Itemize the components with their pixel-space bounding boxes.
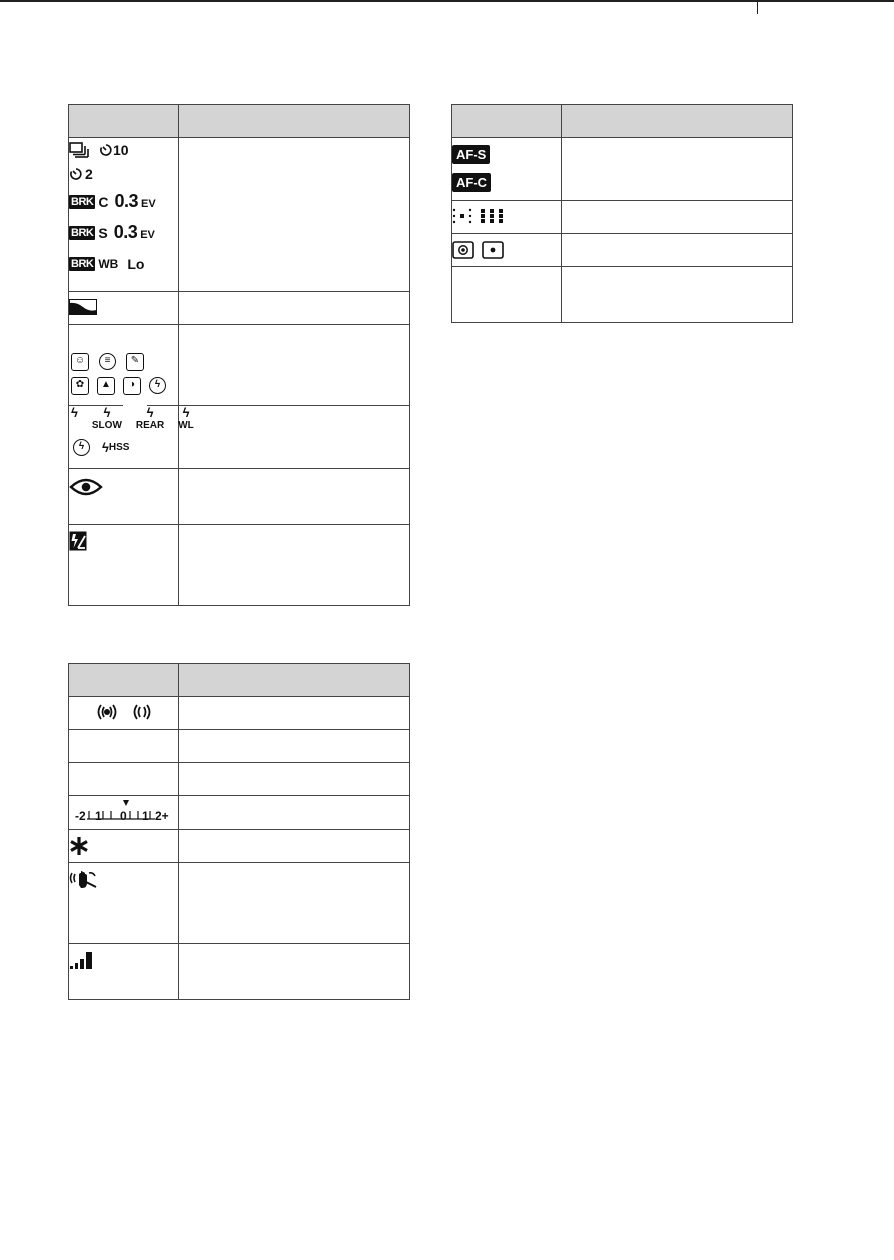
wide-af-area-icon — [480, 208, 504, 224]
bracket-continuous-icon: BRK C 0.3 EV — [71, 191, 156, 211]
exposure-scale-icon — [75, 798, 173, 824]
af-single-icon: AF-S — [452, 145, 490, 164]
timer-dial-icon — [99, 143, 113, 157]
flash-off-icon: ϟ — [149, 377, 166, 394]
self-timer-2-label: 2 — [85, 166, 93, 182]
macro-scene-icon: ✿ — [71, 377, 89, 395]
table-row — [69, 292, 410, 325]
top-rule — [0, 0, 894, 2]
table-row — [452, 138, 793, 201]
brk-badge: BRK — [71, 257, 94, 270]
table-row — [69, 796, 410, 830]
table-row — [69, 525, 410, 606]
svg-text:-2: -2 — [75, 809, 86, 823]
table-row — [452, 267, 793, 323]
table-row — [69, 406, 410, 469]
flash-off-icon: ϟ — [73, 439, 90, 456]
table-left-bottom — [68, 663, 410, 1000]
self-timer-10-icon — [99, 142, 129, 158]
portrait-scene-icon: ☺ — [71, 353, 89, 371]
svg-text:1: 1 — [142, 809, 149, 823]
flash-rear-icon: ϟ REAR — [135, 405, 165, 431]
svg-text:0: 0 — [120, 809, 127, 823]
landscape-scene-icon: ▲ — [97, 377, 115, 395]
focus-continuous-icon — [132, 703, 152, 721]
table-row — [69, 138, 410, 292]
table-row — [69, 697, 410, 730]
table-row — [69, 325, 410, 406]
flash-hss-icon: ϟ HSS — [102, 439, 130, 455]
sports-scene-icon: ≡ — [99, 353, 116, 370]
table-header — [452, 105, 793, 138]
continuous-shooting-icon — [69, 142, 89, 158]
multi-segment-metering-icon — [452, 241, 474, 259]
table-right-top — [451, 104, 793, 323]
table-row — [69, 863, 410, 944]
flash-wireless-icon: ϟ WL — [178, 405, 194, 431]
ae-lock-icon — [69, 836, 89, 856]
brk-badge: BRK — [71, 195, 94, 208]
table-row — [69, 944, 410, 1000]
flash-slow-icon: ϟ SLOW — [91, 405, 122, 431]
bracket-wb-icon: BRK WB Lo — [71, 255, 145, 272]
flash-charging-icon — [69, 531, 87, 551]
spot-af-area-icon — [452, 208, 472, 224]
brk-badge: BRK — [71, 226, 94, 239]
svg-text:1: 1 — [95, 809, 102, 823]
table-left-top — [68, 104, 410, 606]
table-row — [69, 763, 410, 796]
self-timer-2-icon — [69, 166, 93, 182]
camera-shake-warning-icon — [69, 869, 97, 889]
spot-metering-icon — [482, 241, 504, 259]
signal-level-icon — [69, 951, 93, 969]
table-row — [452, 234, 793, 267]
table-header — [69, 105, 410, 138]
table-row — [69, 830, 410, 863]
table-row — [452, 201, 793, 234]
night-scene-icon: ◑ — [123, 377, 141, 395]
af-continuous-icon: AF-C — [452, 173, 491, 192]
table-row — [69, 469, 410, 525]
table-row — [69, 730, 410, 763]
table-header — [69, 664, 410, 697]
dro-icon — [69, 299, 97, 315]
bracket-single-icon: BRK S 0.3 EV — [71, 222, 155, 242]
focus-locked-icon — [96, 703, 118, 721]
svg-text:2+: 2+ — [155, 809, 169, 823]
flash-auto-icon: ϟ — [71, 405, 78, 420]
sunset-scene-icon: ✎ — [126, 353, 144, 371]
self-timer-10-label: 10 — [113, 142, 129, 158]
top-divider — [757, 0, 758, 14]
red-eye-reduction-icon — [69, 476, 103, 498]
timer-dial-icon — [69, 167, 83, 181]
